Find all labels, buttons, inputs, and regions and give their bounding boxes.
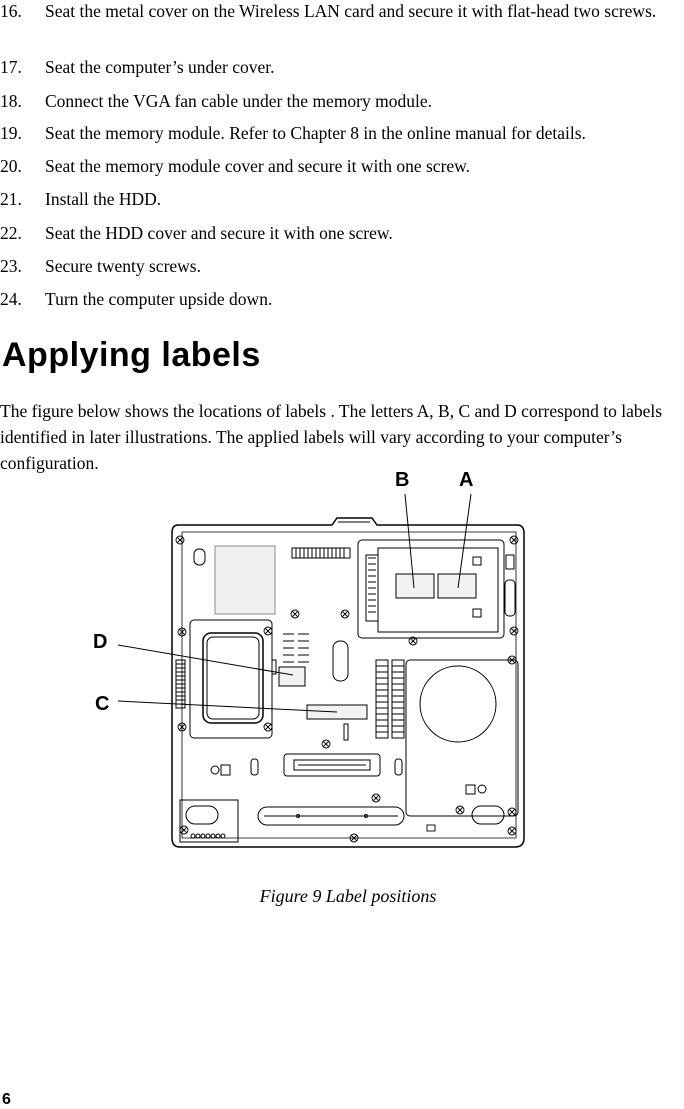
left-compartment xyxy=(176,620,276,738)
step-number: 19. xyxy=(0,123,22,143)
step-number: 17. xyxy=(0,57,22,77)
callout-a: A xyxy=(459,469,474,491)
label-d-position xyxy=(279,667,305,686)
step-number: 18. xyxy=(0,91,22,111)
step-number: 16. xyxy=(0,1,22,21)
label-a-position xyxy=(438,574,476,598)
step-text: Seat the computer’s under cover. xyxy=(45,57,275,77)
section-title: Applying labels xyxy=(2,336,261,374)
step-text: Connect the VGA fan cable under the memory module. xyxy=(45,91,432,111)
label-positions-figure xyxy=(0,455,684,875)
bottom-long-slot xyxy=(258,807,404,825)
step-text: Seat the memory module cover and secure it with one screw. xyxy=(45,156,471,176)
callout-c: C xyxy=(95,693,110,715)
left-slot xyxy=(194,549,205,565)
label-b-position xyxy=(396,574,434,598)
section-intro: The figure below shows the locations of labels . The letters A, B, C and D correspond to labels identified in later illustrations. The applied labels will vary according to your computer’s configuration. xyxy=(0,401,663,473)
small-indicator-left xyxy=(211,765,230,775)
step-text: Secure twenty screws. xyxy=(45,256,201,276)
figure-caption: Figure 9 Label positions xyxy=(259,886,437,906)
callout-d: D xyxy=(93,631,108,653)
rubber-feet xyxy=(186,759,504,824)
step-text: Seat the metal cover on the Wireless LAN card and secure it with flat-head two screws. xyxy=(45,1,657,21)
step-number: 20. xyxy=(0,156,22,176)
callout-b: B xyxy=(395,469,410,491)
page-number: 6 xyxy=(2,1091,11,1108)
step-number: 23. xyxy=(0,256,22,276)
right-side-slots xyxy=(505,555,515,616)
step-number: 22. xyxy=(0,223,22,243)
memory-door xyxy=(215,546,275,614)
step-number: 21. xyxy=(0,189,22,209)
top-vent xyxy=(292,548,350,558)
docking-connector xyxy=(284,754,380,776)
step-number: 24. xyxy=(0,289,22,309)
step-text: Seat the HDD cover and secure it with one screw. xyxy=(45,223,393,243)
center-vent-grid xyxy=(283,634,309,662)
hdd-cover xyxy=(376,660,518,816)
center-oval xyxy=(333,641,348,681)
step-text: Seat the memory module. Refer to Chapter 8 in the online manual for details. xyxy=(45,123,586,143)
step-text: Install the HDD. xyxy=(45,189,162,209)
step-text: Turn the computer upside down. xyxy=(45,289,273,309)
